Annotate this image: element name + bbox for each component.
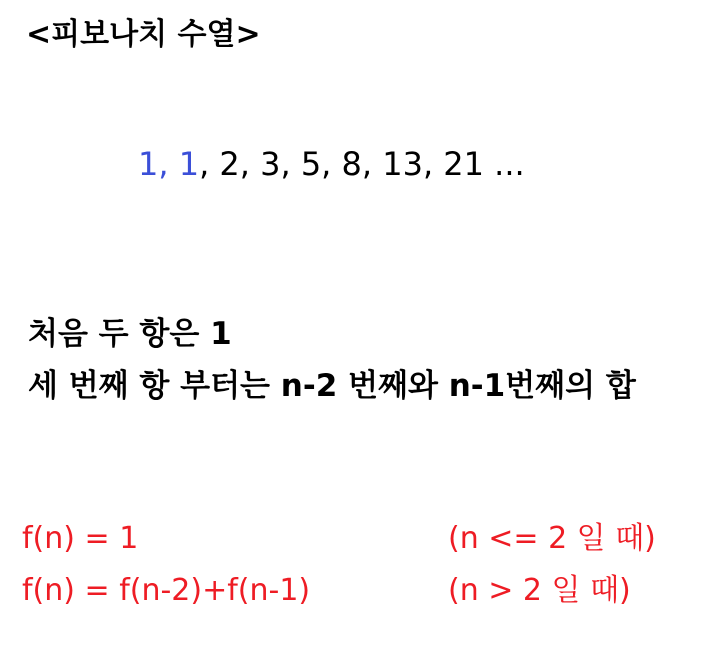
formula-recursive-case: f(n) = f(n-2)+f(n-1) bbox=[22, 573, 311, 608]
sequence-initial-terms: 1, 1 bbox=[138, 145, 200, 183]
page-title: <피보나치 수열> bbox=[26, 17, 261, 52]
description-line-1: 처음 두 항은 1 bbox=[28, 316, 232, 352]
sequence-following-terms: , 2, 3, 5, 8, 13, 21 ... bbox=[199, 145, 525, 183]
formula-base-case-condition: (n <= 2 일 때) bbox=[448, 521, 656, 556]
formula-recursive-case-condition: (n > 2 일 때) bbox=[448, 573, 631, 608]
fibonacci-sequence bbox=[138, 145, 525, 183]
description-line-2: 세 번째 항 부터는 n-2 번째와 n-1번째의 합 bbox=[28, 368, 636, 404]
formula-base-case: f(n) = 1 bbox=[22, 521, 139, 556]
